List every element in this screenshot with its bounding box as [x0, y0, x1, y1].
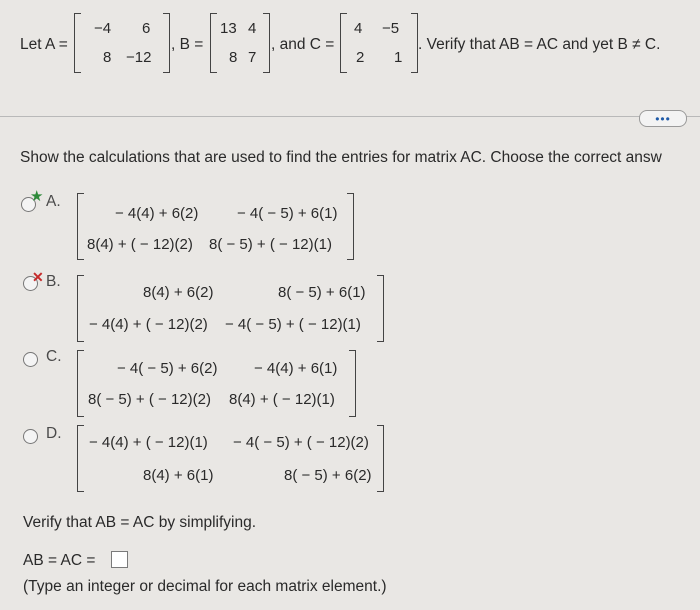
option-a-letter: A.	[46, 193, 61, 210]
option-b-cell: − 4(4) + ( − 12)(2)	[89, 316, 208, 333]
option-a-cell: 8(4) + ( − 12)(2)	[87, 236, 193, 253]
matrix-b-cell: 4	[248, 20, 257, 37]
option-a-cell: − 4( − 5) + 6(1)	[237, 205, 338, 222]
verify-simplify-text: Verify that AB = AC by simplifying.	[23, 514, 257, 531]
matrix-a	[74, 13, 170, 73]
matrix-c	[340, 13, 418, 73]
more-options-button[interactable]: •••	[639, 110, 687, 127]
option-c-letter: C.	[46, 348, 62, 365]
hint-text: (Type an integer or decimal for each matrix element.)	[23, 578, 387, 595]
matrix-b-cell: 7	[248, 49, 257, 66]
option-c-cell: 8(4) + ( − 12)(1)	[229, 391, 335, 408]
option-a-cell: 8( − 5) + ( − 12)(1)	[209, 236, 332, 253]
matrix-a-cell: 6	[142, 20, 151, 37]
option-b-matrix	[77, 275, 384, 342]
option-b-cell: 8( − 5) + 6(1)	[278, 284, 366, 301]
option-c-matrix	[77, 350, 356, 417]
incorrect-x-icon: ✕	[32, 269, 44, 285]
matrix-c-cell: 2	[356, 49, 365, 66]
answer-label: AB = AC =	[23, 552, 96, 569]
let-b-label: , B =	[171, 36, 204, 53]
option-d-cell: 8( − 5) + 6(2)	[284, 467, 372, 484]
matrix-b-cell: 8	[229, 49, 238, 66]
verify-statement: . Verify that AB = AC and yet B ≠ C.	[418, 36, 661, 53]
option-b-cell: − 4( − 5) + ( − 12)(1)	[225, 316, 361, 333]
radio-button-d[interactable]	[23, 429, 38, 444]
matrix-a-cell: −12	[126, 49, 152, 66]
matrix-a-cell: −4	[94, 20, 112, 37]
option-a-matrix	[77, 193, 354, 260]
matrix-b	[210, 13, 270, 73]
let-c-label: , and C =	[271, 36, 335, 53]
section-divider	[0, 116, 700, 117]
option-a-cell: − 4(4) + 6(2)	[115, 205, 199, 222]
matrix-c-cell: 4	[354, 20, 363, 37]
option-c-cell: − 4(4) + 6(1)	[254, 360, 338, 377]
let-a-label: Let A =	[20, 36, 68, 53]
answer-input[interactable]	[111, 551, 128, 568]
correct-star-icon: ★	[30, 188, 44, 205]
option-d-cell: − 4(4) + ( − 12)(1)	[89, 434, 208, 451]
option-b-letter: B.	[46, 273, 61, 290]
matrix-c-cell: −5	[382, 20, 400, 37]
option-d-letter: D.	[46, 425, 62, 442]
option-d-cell: 8(4) + 6(1)	[143, 467, 214, 484]
option-c-cell: 8( − 5) + ( − 12)(2)	[88, 391, 211, 408]
option-c-cell: − 4( − 5) + 6(2)	[117, 360, 218, 377]
matrix-c-cell: 1	[394, 49, 403, 66]
option-b-cell: 8(4) + 6(2)	[143, 284, 214, 301]
option-d-matrix	[77, 425, 384, 492]
instructions-text: Show the calculations that are used to find the entries for matrix AC. Choose the correct answ	[20, 149, 662, 166]
matrix-b-cell: 13	[220, 20, 237, 37]
matrix-a-cell: 8	[103, 49, 112, 66]
radio-button-c[interactable]	[23, 352, 38, 367]
option-d-cell: − 4( − 5) + ( − 12)(2)	[233, 434, 369, 451]
